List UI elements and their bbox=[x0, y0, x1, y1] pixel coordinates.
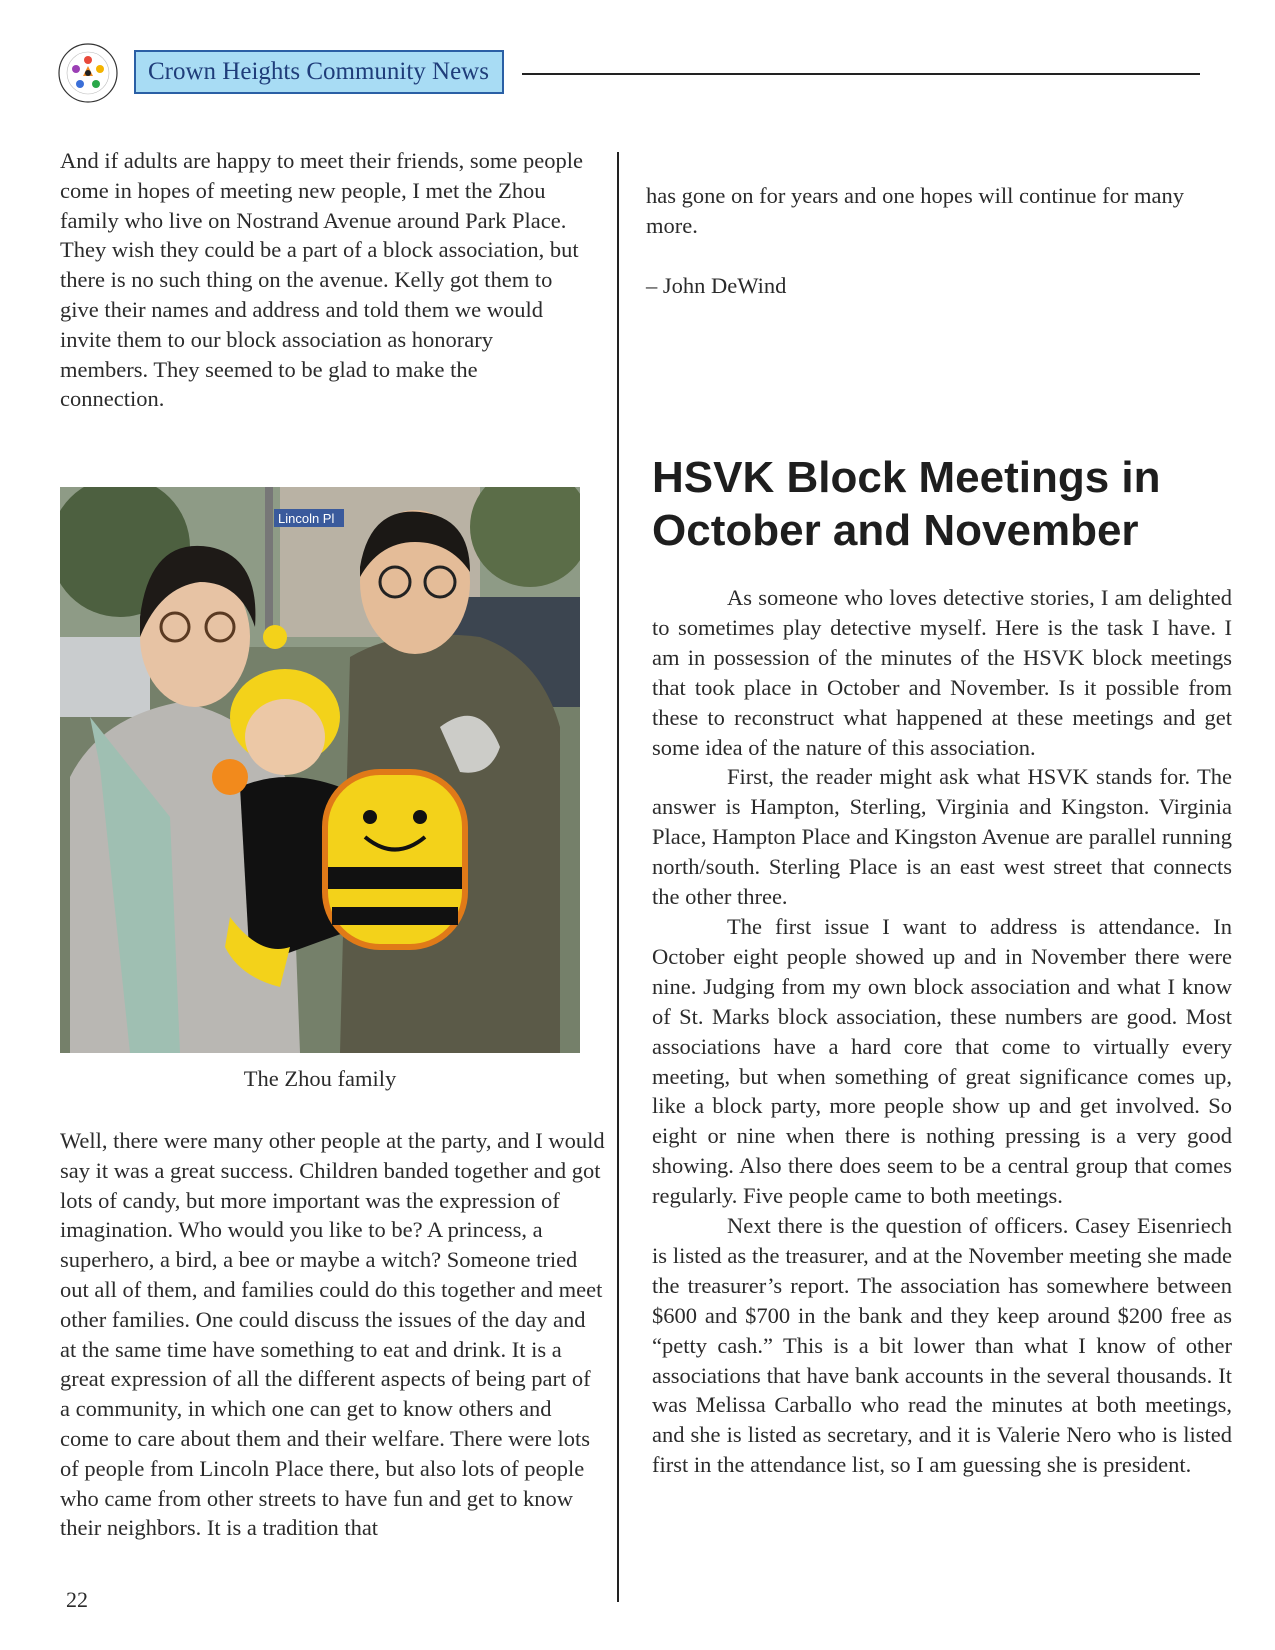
author-signature: – John DeWind bbox=[646, 273, 787, 298]
article-paragraph-2: First, the reader might ask what HSVK stands for. The answer is Hampton, Sterling, Virginia and Kingston. Virginia Place, Hampton Place and Kingston Avenue are parallel running north/south. Sterling Place is an east west street that connects the other three. bbox=[652, 764, 1232, 910]
header-rule bbox=[522, 73, 1200, 75]
column-divider bbox=[617, 152, 619, 1602]
street-sign-text: Lincoln Pl bbox=[278, 511, 335, 526]
photo-caption: The Zhou family bbox=[243, 1066, 397, 1091]
article-paragraph-3: The first issue I want to address is attendance. In October eight people showed up and in November there were nine. Judging from my own block association and what I know of St. Marks block association, these numbers are good. Most associations have a hard core that come to virtually every meeting, but when something of great significance comes up, like a block party, more people show up and get involved. So eight or nine when there is nothing pressing is a very good showing. Also there does seem to be a central group that comes regularly. Five people came to both meetings. bbox=[652, 913, 1232, 1209]
continuation-paragraph: has gone on for years and one hopes will continue for many more. bbox=[646, 183, 1184, 238]
left-paragraph-1: And if adults are happy to meet their friends, some people come in hopes of meeting new people, I met the Zhou family who live on Nostrand Avenue around Park Place. They wish they could be a part of a block association, but there is no such thing on the avenue. Kelly got them to give their names and address and told them we would invite them to our block association as honorary members. They seemed to be glad to make the connection. bbox=[60, 148, 583, 412]
article-paragraph-1: As someone who loves detective stories, I am delighted to sometimes play detective myself. Here is the task I have. I am in possession of the minutes of the HSVK block meetings that took place in October and November. Is it possible from these to reconstruct what happened at these meetings and get some idea of the nature of this association. bbox=[652, 585, 1232, 760]
organization-logo-icon bbox=[57, 42, 119, 104]
article-body bbox=[652, 583, 1232, 1480]
publication-title: Crown Heights Community News bbox=[134, 50, 504, 94]
left-paragraph-2: Well, there were many other people at the party, and I would say it was a great success. Children banded together and got lots of candy, but more important was the expression of imagination. Who would you like to be? A princess, a superhero, a bird, a bee or maybe a witch? Someone tried out all of them, and families could do this together and meet other families. One could discuss the issues of the day and at the same time have something to eat and drink. It is a great expression of all the different aspects of being part of a community, in which one can get to know others and come to care about them and their welfare. There were lots of people from Lincoln Place there, but also lots of people who came from other streets to have fun and get to know their neighbors. It is a tradition that bbox=[60, 1128, 605, 1541]
family-photo-illustration bbox=[60, 487, 580, 1053]
article-headline: HSVK Block Meetings in October and November bbox=[652, 453, 1161, 555]
zhou-family-photo bbox=[60, 487, 580, 1053]
page-number: 22 bbox=[66, 1587, 88, 1612]
article-paragraph-4: Next there is the question of officers. Casey Eisenriech is listed as the treasurer, and at the November meeting she made the treasurer’s report. The association has somewhere between $600 and $700 in the bank and they keep around $200 free as “petty cash.” This is a bit lower than what I know of other associations that have bank accounts in the several thousands. It was Melissa Carballo who read the minutes at both meetings, and she is listed as secretary, and it is Valerie Nero who is listed first in the attendance list, so I am guessing she is president. bbox=[652, 1213, 1232, 1478]
